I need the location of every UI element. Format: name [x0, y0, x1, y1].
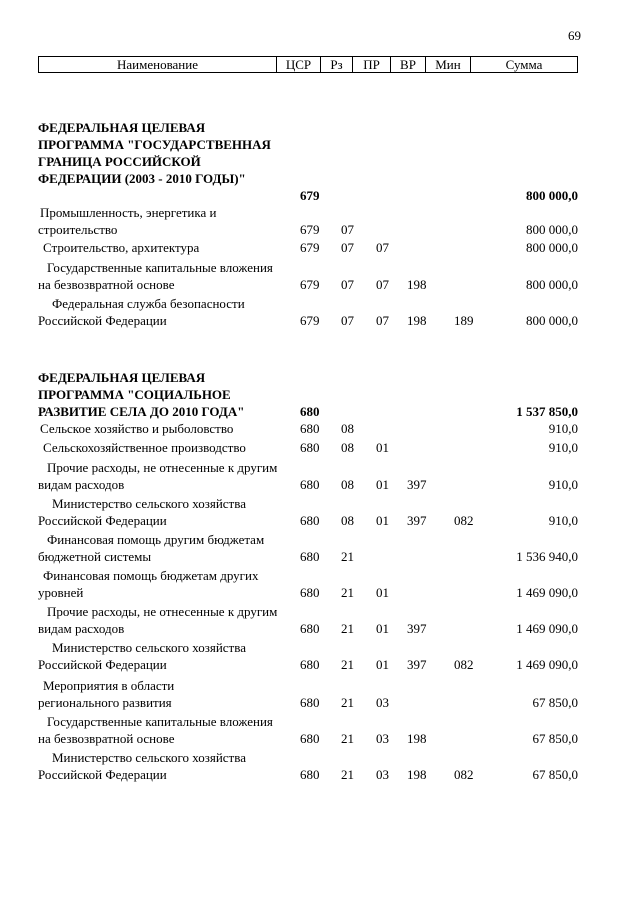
row-rz: 08: [341, 421, 354, 436]
row-vr: 397: [407, 657, 427, 672]
row-csr: 680: [300, 549, 320, 564]
row-name: Прочие расходы, не отнесенные к другим видам расходов: [38, 460, 278, 492]
row-csr: 680: [300, 440, 320, 455]
row-csr: 680: [300, 421, 320, 436]
table-header: [38, 56, 578, 73]
row-sum: 1 469 090,0: [516, 585, 578, 600]
row-sum: 910,0: [548, 477, 578, 492]
row-rz: 21: [341, 767, 354, 782]
row-vr: 397: [407, 477, 427, 492]
row-sum: 910,0: [548, 421, 578, 436]
row-vr: 198: [407, 767, 427, 782]
row-csr: 679: [300, 313, 320, 328]
row-min: 082: [454, 657, 474, 672]
row-pr: 01: [376, 477, 389, 492]
row-pr: 01: [376, 440, 389, 455]
row-sum: 1 469 090,0: [516, 657, 578, 672]
row-rz: 21: [341, 621, 354, 636]
row-csr: 680: [300, 513, 320, 528]
row-csr: 680: [300, 477, 320, 492]
row-pr: 03: [376, 695, 389, 710]
row-name: Министерство сельского хозяйства Российской Федерации: [38, 750, 246, 782]
row-vr: 397: [407, 621, 427, 636]
row-name: Финансовая помощь другим бюджетам бюджетной системы: [38, 532, 265, 564]
row-pr: 07: [376, 313, 389, 328]
row-name: Государственные капитальные вложения на безвозвратной основе: [38, 260, 273, 292]
row-name: Сельскохозяйственное производство: [43, 440, 246, 455]
row-rz: 21: [341, 585, 354, 600]
row-name: Министерство сельского хозяйства Российской Федерации: [38, 496, 246, 528]
row-rz: 21: [341, 549, 354, 564]
row-rz: 07: [341, 222, 354, 237]
row-sum: 910,0: [548, 513, 578, 528]
row-sum: 800 000,0: [526, 313, 578, 328]
row-sum: 67 850,0: [532, 695, 578, 710]
row-rz: 07: [341, 313, 354, 328]
row-rz: 08: [341, 477, 354, 492]
row-name: Промышленность, энергетика и строительство: [38, 205, 217, 237]
row-sum: 67 850,0: [532, 767, 578, 782]
header-sum: Сумма: [505, 57, 543, 72]
header-rz: Рз: [321, 57, 353, 72]
row-csr: 679: [300, 188, 320, 203]
row-pr: 03: [376, 731, 389, 746]
page-number: 69: [568, 28, 581, 43]
row-name: Федеральная служба безопасности Российской Федерации: [38, 296, 245, 328]
row-pr: 01: [376, 585, 389, 600]
row-min: 189: [454, 313, 474, 328]
row-min: 082: [454, 513, 474, 528]
row-pr: 03: [376, 767, 389, 782]
row-csr: 680: [300, 621, 320, 636]
row-pr: 01: [376, 657, 389, 672]
row-rz: 07: [341, 240, 354, 255]
row-rz: 08: [341, 440, 354, 455]
row-sum: 910,0: [548, 440, 578, 455]
row-rz: 07: [341, 277, 354, 292]
header-csr: ЦСР: [277, 57, 321, 72]
row-name: Сельское хозяйство и рыболовство: [40, 421, 234, 436]
row-csr: 679: [300, 240, 320, 255]
row-rz: 21: [341, 731, 354, 746]
row-csr: 680: [300, 585, 320, 600]
row-sum: 800 000,0: [526, 188, 578, 203]
row-csr: 680: [300, 404, 320, 419]
row-vr: 397: [407, 513, 427, 528]
row-sum: 1 537 850,0: [516, 404, 578, 419]
row-csr: 679: [300, 222, 320, 237]
row-csr: 679: [300, 277, 320, 292]
row-name: Министерство сельского хозяйства Российской Федерации: [38, 640, 246, 672]
row-vr: 198: [407, 731, 427, 746]
row-rz: 21: [341, 657, 354, 672]
row-csr: 680: [300, 731, 320, 746]
row-sum: 1 469 090,0: [516, 621, 578, 636]
row-name: Строительство, архитектура: [43, 240, 200, 255]
header-name: Наименование: [39, 57, 277, 72]
row-rz: 08: [341, 513, 354, 528]
row-sum: 800 000,0: [526, 222, 578, 237]
row-pr: 01: [376, 621, 389, 636]
header-vr: ВР: [391, 57, 426, 72]
row-csr: 680: [300, 695, 320, 710]
row-vr: 198: [407, 313, 427, 328]
row-sum: 67 850,0: [532, 731, 578, 746]
header-pr: ПР: [353, 57, 391, 72]
row-name: Государственные капитальные вложения на безвозвратной основе: [38, 714, 273, 746]
row-vr: 198: [407, 277, 427, 292]
row-min: 082: [454, 767, 474, 782]
header-min: Мин: [426, 57, 471, 72]
row-sum: 800 000,0: [526, 277, 578, 292]
row-rz: 21: [341, 695, 354, 710]
row-name: Мероприятия в области регионального развития: [38, 678, 175, 710]
row-sum: 1 536 940,0: [516, 549, 578, 564]
row-csr: 680: [300, 657, 320, 672]
row-name: ФЕДЕРАЛЬНАЯ ЦЕЛЕВАЯ ПРОГРАММА "СОЦИАЛЬНОЕ РАЗВИТИЕ СЕЛА ДО 2010 ГОДА": [38, 370, 245, 419]
row-sum: 800 000,0: [526, 240, 578, 255]
row-pr: 07: [376, 240, 389, 255]
row-name: Прочие расходы, не отнесенные к другим видам расходов: [38, 604, 278, 636]
row-csr: 680: [300, 767, 320, 782]
row-pr: 07: [376, 277, 389, 292]
row-name: ФЕДЕРАЛЬНАЯ ЦЕЛЕВАЯ ПРОГРАММА "ГОСУДАРСТВЕННАЯ ГРАНИЦА РОССИЙСКОЙ ФЕДЕРАЦИИ (2003 - 2010 ГОДЫ)": [38, 120, 271, 186]
row-name: Финансовая помощь бюджетам других уровней: [38, 568, 259, 600]
row-pr: 01: [376, 513, 389, 528]
